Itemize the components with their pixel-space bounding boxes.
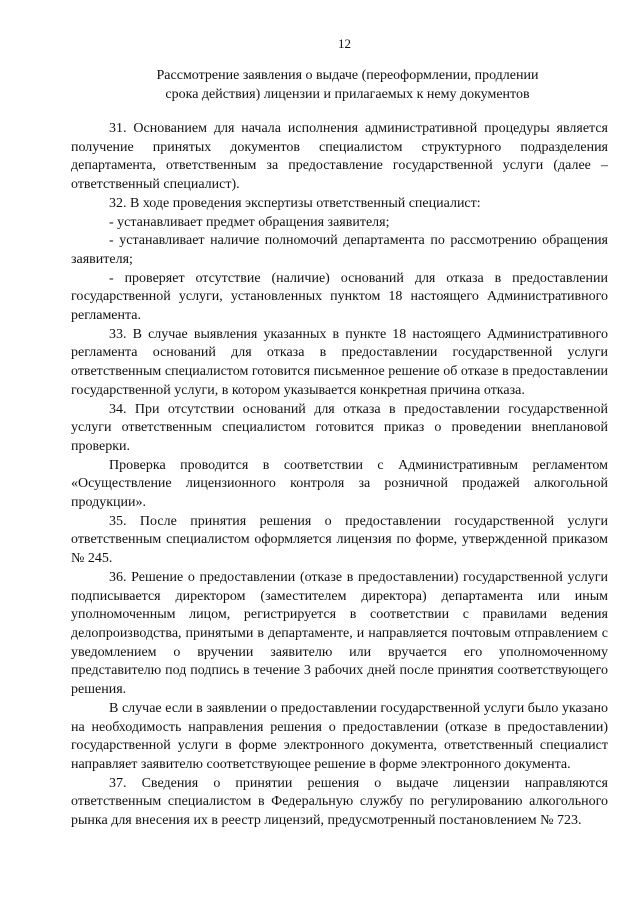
paragraph-31: 31. Основанием для начала исполнения административной процедуры является получение принятых документов специалистом структурного подразделения департамента, ответственным за предоставление государственной услуги (далее – ответственный специалист).	[71, 121, 608, 193]
page-number: 12	[338, 36, 351, 51]
paragraph-35: 35. После принятия решения о предоставлении государственной услуги ответственным специалистом оформляется лицензия по форме, утвержденной приказом № 245.	[71, 513, 608, 567]
paragraph-33: 33. В случае выявления указанных в пункте 18 настоящего Административного регламента оснований для отказа в предоставлении государственной услуги ответственным специалистом готовится письменное решение об отказе в предоставлении государственной услуги, в котором указывается конкретная причина отказа.	[71, 326, 608, 398]
section-title-line-2: срока действия) лицензии и прилагаемых к нему документов	[165, 87, 530, 102]
section-title-line-1: Рассмотрение заявления о выдаче (переоформлении, продлении	[156, 68, 539, 83]
document-body	[71, 120, 608, 831]
section-title	[71, 66, 608, 104]
paragraph-36: 36. Решение о предоставлении (отказе в предоставлении) государственной услуги подписывается директором (заместителем директора) департамента или иным уполномоченным лицом, регистрируется в соответствии с правилами ведения делопроизводства, принятыми в департаменте, и направляется почтовым отправлением с уведомлением о вручении заявителю или вручается его уполномоченному представителю под подпись в течение 3 рабочих дней после принятия соответствующего решения.	[71, 569, 608, 698]
paragraph-electronic: В случае если в заявлении о предоставлении государственной услуги было указано на необходимость направления решения о предоставлении (отказе в предоставлении) государственной услуги в форме электронного документа, ответственный специалист направляет заявителю соответствующее решение в форме электронного документа.	[71, 700, 608, 772]
paragraph-32: 32. В ходе проведения экспертизы ответственный специалист:	[109, 195, 481, 211]
paragraph-inspection: Проверка проводится в соответствии с Административным регламентом «Осуществление лицензионного контроля за розничной продажей алкогольной продукции».	[71, 457, 608, 511]
paragraph-34: 34. При отсутствии оснований для отказа в предоставлении государственной услуги ответственным специалистом готовится приказ о проведении внеплановой проверки.	[71, 401, 608, 454]
list-item-grounds: - проверяет отсутствие (наличие) оснований для отказа в предоставлении государственной услуги, установленных пунктом 18 настоящего Административного регламента.	[71, 270, 608, 324]
list-item-subject: - устанавливает предмет обращения заявителя;	[109, 214, 390, 230]
paragraph-37: 37. Сведения о принятии решения о выдаче лицензии направляются ответственным специалистом в Федеральную службу по регулированию алкогольного рынка для внесения их в реестр лицензий, предусмотренный постановлением № 723.	[71, 775, 608, 829]
list-item-authority: - устанавливает наличие полномочий департамента по рассмотрению обращения заявителя;	[71, 233, 608, 267]
